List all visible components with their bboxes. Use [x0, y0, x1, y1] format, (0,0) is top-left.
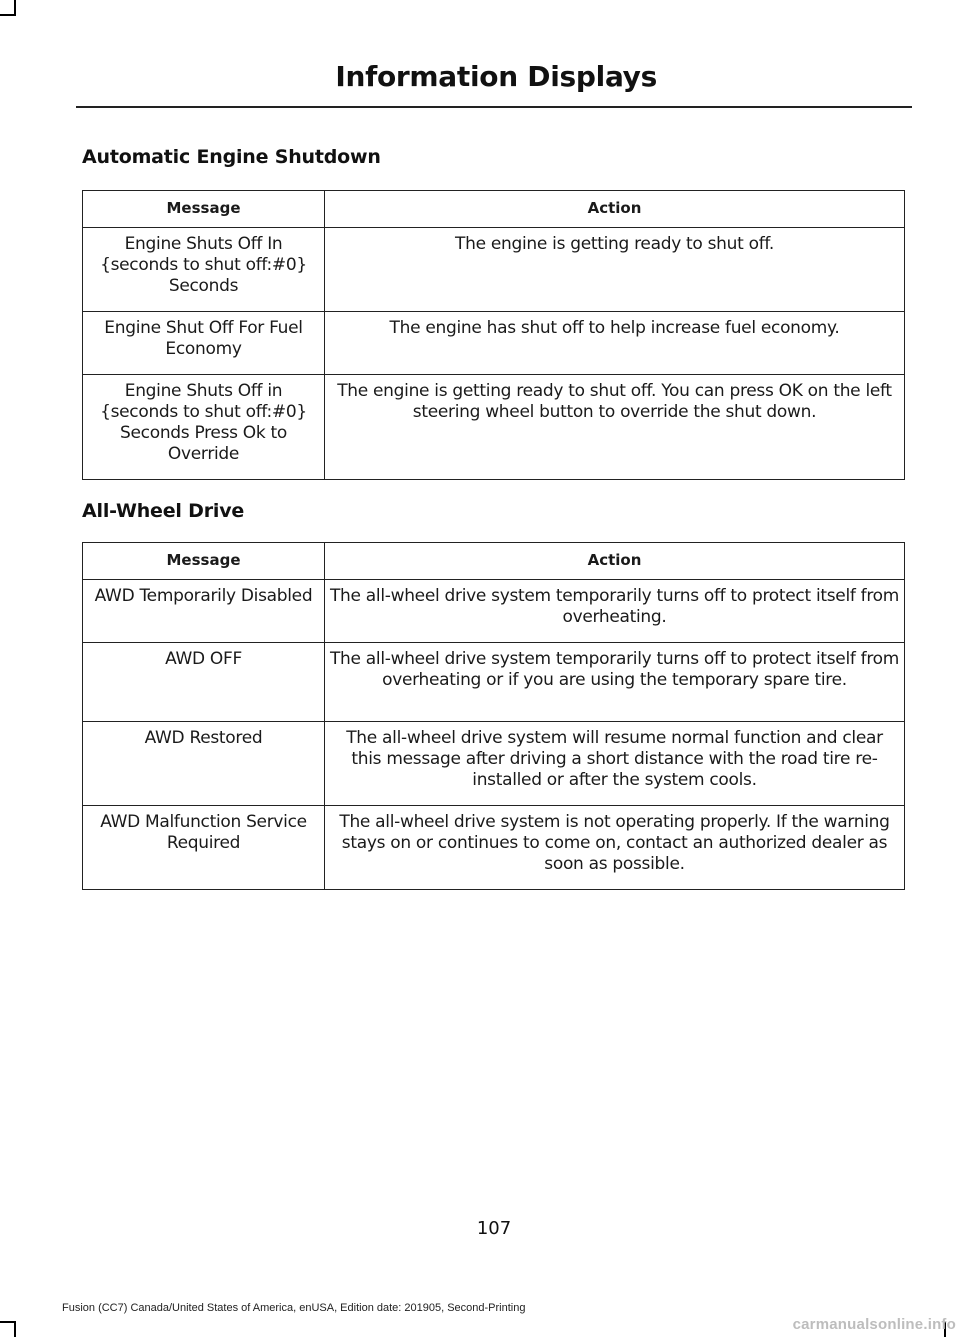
column-header-message: Message	[83, 543, 325, 580]
action-cell: The all-wheel drive system will resume normal function and clear this message after driving a short distance with the road tire re-installed or after the system cools.	[325, 722, 905, 806]
column-header-message: Message	[83, 191, 325, 228]
page-number: 107	[476, 1218, 512, 1239]
message-cell: Engine Shut Off For Fuel Economy	[83, 312, 325, 375]
message-cell: AWD OFF	[83, 643, 325, 722]
table-row	[83, 228, 905, 312]
table-row	[83, 643, 905, 722]
table-row	[83, 580, 905, 643]
page-title: Information Displays	[335, 60, 657, 93]
action-cell: The engine is getting ready to shut off.	[325, 228, 905, 312]
all-wheel-drive-table	[82, 542, 905, 890]
column-header-action: Action	[325, 543, 905, 580]
title-divider	[76, 106, 912, 108]
section-title-engine-shutdown: Automatic Engine Shutdown	[82, 146, 381, 168]
crop-mark-bottom-left-horizontal	[0, 1321, 16, 1323]
message-cell: Engine Shuts Off in {seconds to shut off:#0} Seconds Press Ok to Override	[83, 375, 325, 480]
table-header-row	[83, 543, 905, 580]
edition-footer: Fusion (CC7) Canada/United States of America, enUSA, Edition date: 201905, Second-Printing	[62, 1302, 526, 1314]
table-row	[83, 375, 905, 480]
crop-mark-top-left-horizontal	[0, 14, 16, 16]
action-cell: The all-wheel drive system is not operating properly. If the warning stays on or continues to come on, contact an authorized dealer as soon as possible.	[325, 806, 905, 890]
message-cell: AWD Malfunction Service Required	[83, 806, 325, 890]
action-cell: The all-wheel drive system temporarily turns off to protect itself from overheating or if you are using the temporary spare tire.	[325, 643, 905, 722]
section-title-all-wheel-drive: All-Wheel Drive	[82, 500, 245, 522]
table-row	[83, 806, 905, 890]
watermark: carmanualsonline.info	[792, 1316, 956, 1333]
message-cell: AWD Restored	[83, 722, 325, 806]
action-cell: The engine has shut off to help increase fuel economy.	[325, 312, 905, 375]
table-row	[83, 312, 905, 375]
table-row	[83, 722, 905, 806]
message-cell: AWD Temporarily Disabled	[83, 580, 325, 643]
table-header-row	[83, 191, 905, 228]
action-cell: The engine is getting ready to shut off. You can press OK on the left steering wheel button to override the shut down.	[325, 375, 905, 480]
crop-mark-bottom-left-vertical	[14, 1321, 16, 1337]
column-header-action: Action	[325, 191, 905, 228]
engine-shutdown-table	[82, 190, 905, 480]
action-cell: The all-wheel drive system temporarily turns off to protect itself from overheating.	[325, 580, 905, 643]
message-cell: Engine Shuts Off In {seconds to shut off:#0} Seconds	[83, 228, 325, 312]
